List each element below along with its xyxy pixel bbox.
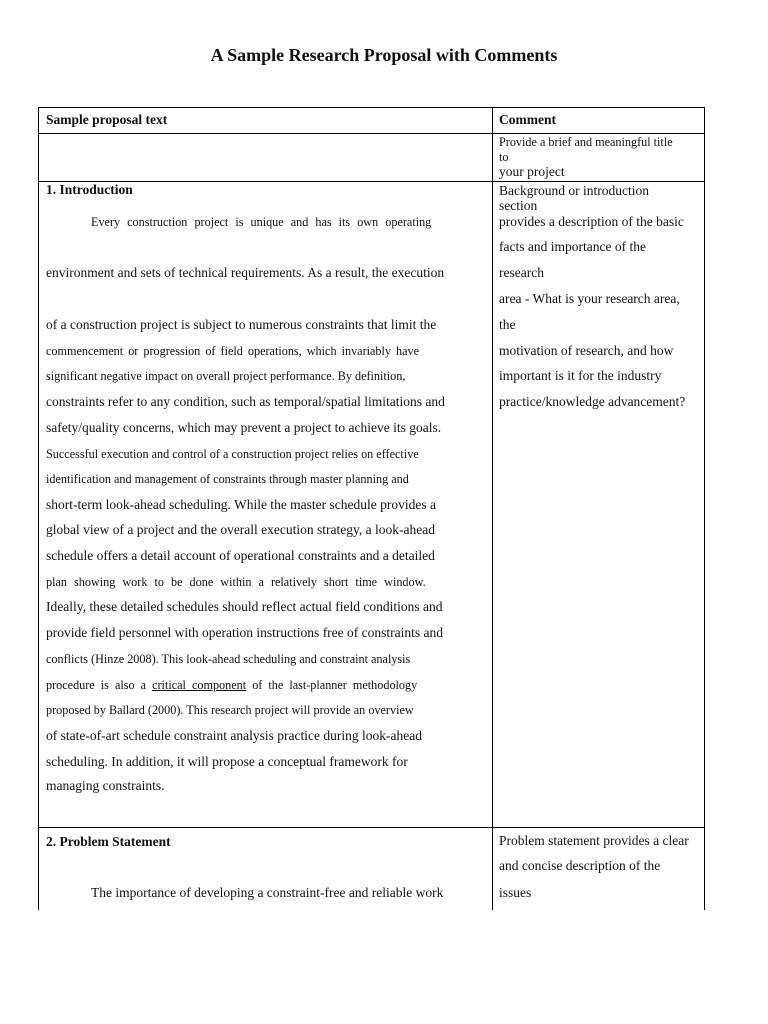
comment-line: important is it for the industry <box>499 368 662 383</box>
comment-line: motivation of research, and how <box>499 343 674 358</box>
intro-line: Every construction project is unique and has its own operating <box>91 215 432 229</box>
intro-line: safety/quality concerns, which may prevent a project to achieve its goals. <box>46 420 442 435</box>
section-heading-introduction: 1. Introduction <box>46 182 133 197</box>
intro-line: schedule offers a detail account of operational constraints and a detailed <box>46 548 435 563</box>
title-row-border <box>38 181 705 182</box>
intro-line: scheduling. In addition, it will propose a conceptual framework for <box>46 754 408 769</box>
intro-line: commencement or progression of field operations, which invariably have <box>46 344 420 358</box>
intro-line: short-term look-ahead scheduling. While the master schedule provides a <box>46 497 437 512</box>
intro-text: procedure is also a <box>46 678 147 692</box>
intro-text: of the last-planner methodology <box>252 678 418 692</box>
comment-line: and concise description of the <box>499 858 661 873</box>
intro-line: constraints refer to any condition, such as temporal/spatial limitations and <box>46 394 445 409</box>
intro-line: significant negative impact on overall project performance. By definition, <box>46 369 406 383</box>
intro-line: Ideally, these detailed schedules should reflect actual field conditions and <box>46 599 443 614</box>
intro-line: Successful execution and control of a construction project relies on effective <box>46 447 419 461</box>
title-comment-line: Provide a brief and meaningful title <box>499 135 673 149</box>
intro-line: managing constraints. <box>46 778 165 793</box>
comment-line: facts and importance of the <box>499 239 646 254</box>
intro-line: environment and sets of technical requirements. As a result, the execution <box>46 265 445 280</box>
table-top-border <box>38 107 705 108</box>
comment-line: Background or introduction <box>499 183 649 198</box>
section-heading-problem-statement: 2. Problem Statement <box>46 834 171 849</box>
intro-line: proposed by Ballard (2000). This research project will provide an overview <box>46 703 414 717</box>
intro-line: conflicts (Hinze 2008). This look-ahead scheduling and constraint analysis <box>46 652 411 666</box>
column-divider <box>492 107 493 910</box>
intro-line: plan showing work to be done within a relatively short time window. <box>46 575 426 589</box>
comment-line: section <box>499 198 538 213</box>
table-left-border <box>38 107 39 910</box>
comment-line: area - What is your research area, <box>499 291 680 306</box>
comment-line: research <box>499 265 544 280</box>
title-comment-line: your project <box>499 164 565 179</box>
intro-row-border <box>38 827 705 828</box>
comment-line: practice/knowledge advancement? <box>499 394 686 409</box>
intro-line: identification and management of constraints through master planning and <box>46 472 409 486</box>
critical-component-link[interactable]: critical component <box>152 678 247 692</box>
comment-line: the <box>499 317 516 332</box>
comment-line: issues <box>499 885 532 900</box>
title-comment-line: to <box>499 150 509 164</box>
intro-line: provide field personnel with operation instructions free of constraints and <box>46 625 444 640</box>
problem-line: The importance of developing a constraint-free and reliable work <box>91 885 444 900</box>
col2-header: Comment <box>499 112 556 127</box>
comment-line: Problem statement provides a clear <box>499 833 689 848</box>
page-title: A Sample Research Proposal with Comments <box>210 45 558 65</box>
intro-line: of a construction project is subject to numerous constraints that limit the <box>46 317 437 332</box>
comment-line: provides a description of the basic <box>499 214 684 229</box>
table-right-border <box>704 107 705 910</box>
col1-header: Sample proposal text <box>46 112 168 127</box>
intro-line: global view of a project and the overall execution strategy, a look-ahead <box>46 522 435 537</box>
intro-line: of state-of-art schedule constraint analysis practice during look-ahead <box>46 728 422 743</box>
intro-line <box>46 677 417 693</box>
